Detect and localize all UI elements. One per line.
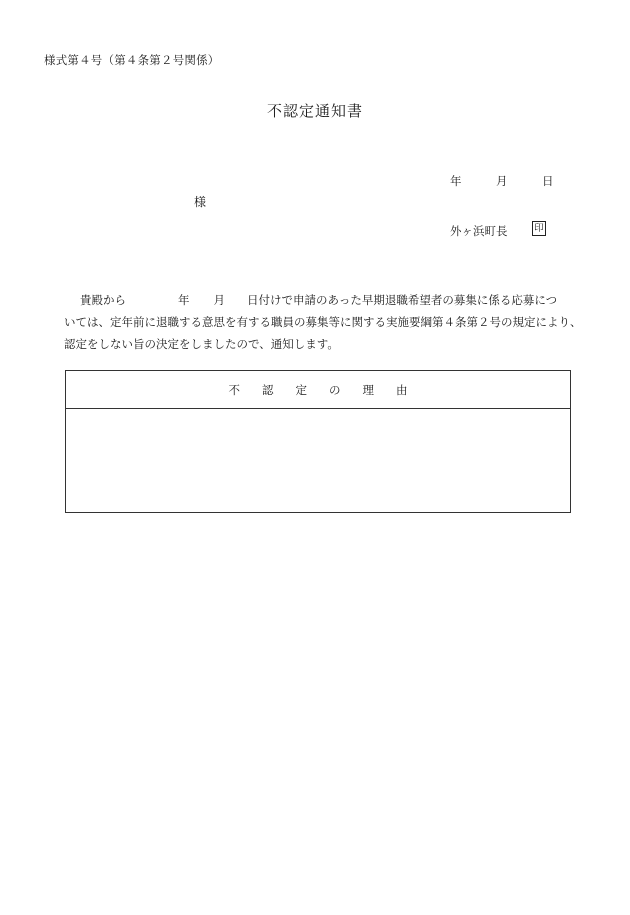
body-line-1 bbox=[64, 289, 584, 311]
body-line-1-year: 年 bbox=[178, 293, 190, 307]
reason-table-body bbox=[66, 409, 570, 512]
body-line-1-start: 貴殿から bbox=[80, 293, 126, 307]
document-title: 不認定通知書 bbox=[266, 102, 363, 120]
body-line-1-rest: 日付けで申請のあった早期退職希望者の募集に係る応募につ bbox=[247, 293, 558, 307]
body-line-2: いては、定年前に退職する意思を有する職員の募集等に関する実施要綱第４条第２号の規定により、 bbox=[64, 315, 582, 329]
date-day-label: 日 bbox=[542, 174, 554, 188]
date-month-label: 月 bbox=[496, 174, 508, 188]
notification-body bbox=[64, 289, 584, 355]
body-line-1-month: 月 bbox=[213, 293, 225, 307]
seal-mark: 印 bbox=[532, 221, 546, 236]
reason-table-header: 不認定の理由 bbox=[66, 371, 570, 409]
reason-table bbox=[65, 370, 571, 513]
form-number: 様式第４号（第４条第２号関係） bbox=[44, 53, 220, 67]
issuer-title: 外ヶ浜町長 bbox=[450, 224, 508, 238]
addressee-honorific: 様 bbox=[194, 195, 207, 209]
date-year-label: 年 bbox=[450, 174, 462, 188]
body-line-3: 認定をしない旨の決定をしましたので、通知します。 bbox=[64, 337, 339, 351]
